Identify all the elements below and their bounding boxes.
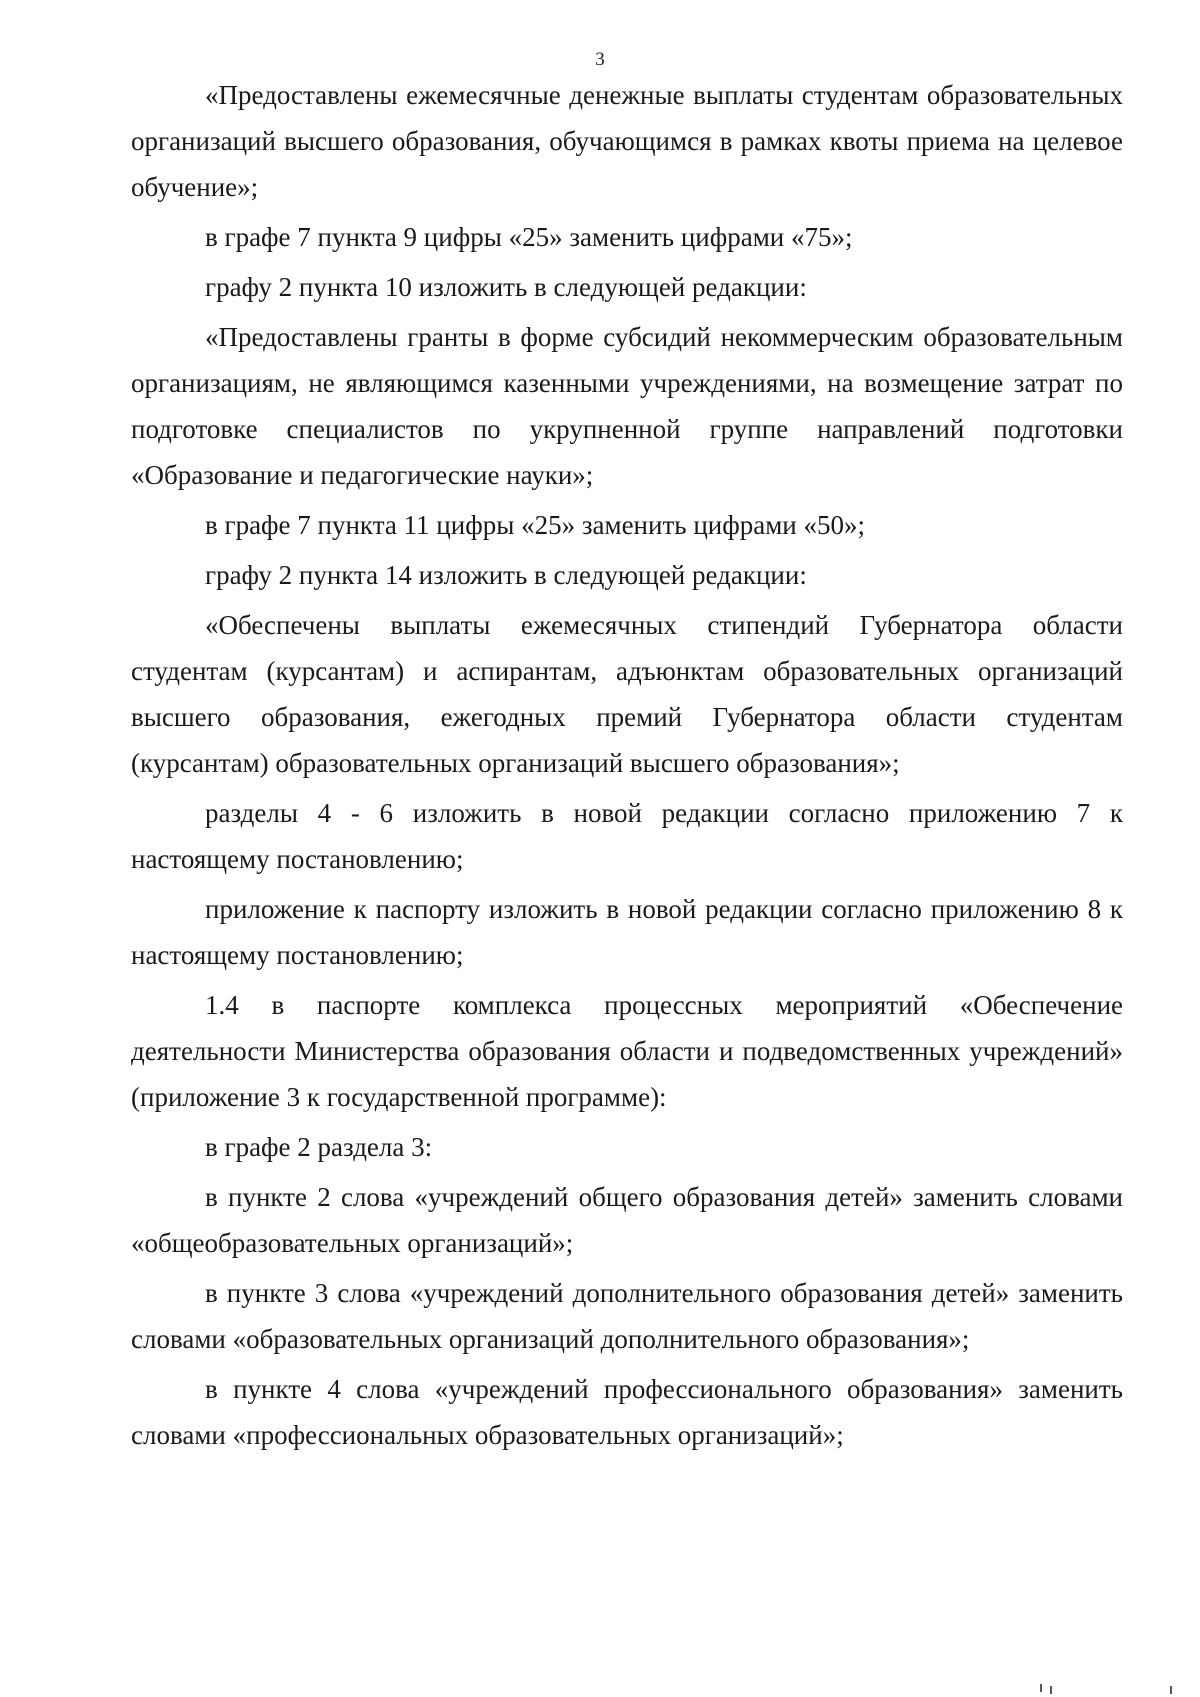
paragraph: разделы 4 - 6 изложить в новой редакции согласно приложению 7 к настоящему постановлению; [131, 798, 1123, 874]
paragraph: «Обеспечены выплаты ежемесячных стипендий Губернатора области студентам (курсантам) и аспирантам, адъюнктам образовательных организаций высшего образования, ежегодных премий Губернатора области студентам (курсантам) образовательных организаций высшего образования»; [131, 610, 1123, 778]
paragraph: в пункте 4 слова «учреждений профессионального образования» заменить словами «профессиональных образовательных организаций»; [131, 1374, 1123, 1450]
paragraph: «Предоставлены ежемесячные денежные выплаты студентам образовательных организаций высшего образования, обучающимся в рамках квоты приема на целевое обучение»; [131, 80, 1123, 202]
paragraph: в графе 7 пункта 9 цифры «25» заменить цифрами «75»; [205, 222, 853, 252]
paragraph: в пункте 3 слова «учреждений дополнительного образования детей» заменить словами «образовательных организаций дополнительного образования»; [131, 1278, 1123, 1354]
paragraph: в графе 2 раздела 3: [205, 1132, 433, 1162]
paragraph: приложение к паспорту изложить в новой редакции согласно приложению 8 к настоящему постановлению; [131, 894, 1123, 970]
scan-mark [1040, 1684, 1042, 1692]
scan-mark [1050, 1686, 1052, 1694]
scan-mark [1170, 1686, 1172, 1694]
paragraph: 1.4 в паспорте комплекса процессных мероприятий «Обеспечение деятельности Министерства образования области и подведомственных учреждений» (приложение 3 к государственной программе): [131, 990, 1123, 1112]
document-body [131, 72, 1123, 1462]
paragraph: в графе 7 пункта 11 цифры «25» заменить цифрами «50»; [205, 510, 865, 540]
page-number: 3 [595, 49, 605, 70]
paragraph: в пункте 2 слова «учреждений общего образования детей» заменить словами «общеобразовательных организаций»; [131, 1182, 1123, 1258]
paragraph: графу 2 пункта 10 изложить в следующей редакции: [205, 272, 807, 302]
paragraph: графу 2 пункта 14 изложить в следующей редакции: [205, 560, 807, 590]
paragraph: «Предоставлены гранты в форме субсидий некоммерческим образовательным организациям, не являющимся казенными учреждениями, на возмещение затрат по подготовке специалистов по укрупненной группе направлений подготовки «Образование и педагогические науки»; [131, 322, 1123, 490]
